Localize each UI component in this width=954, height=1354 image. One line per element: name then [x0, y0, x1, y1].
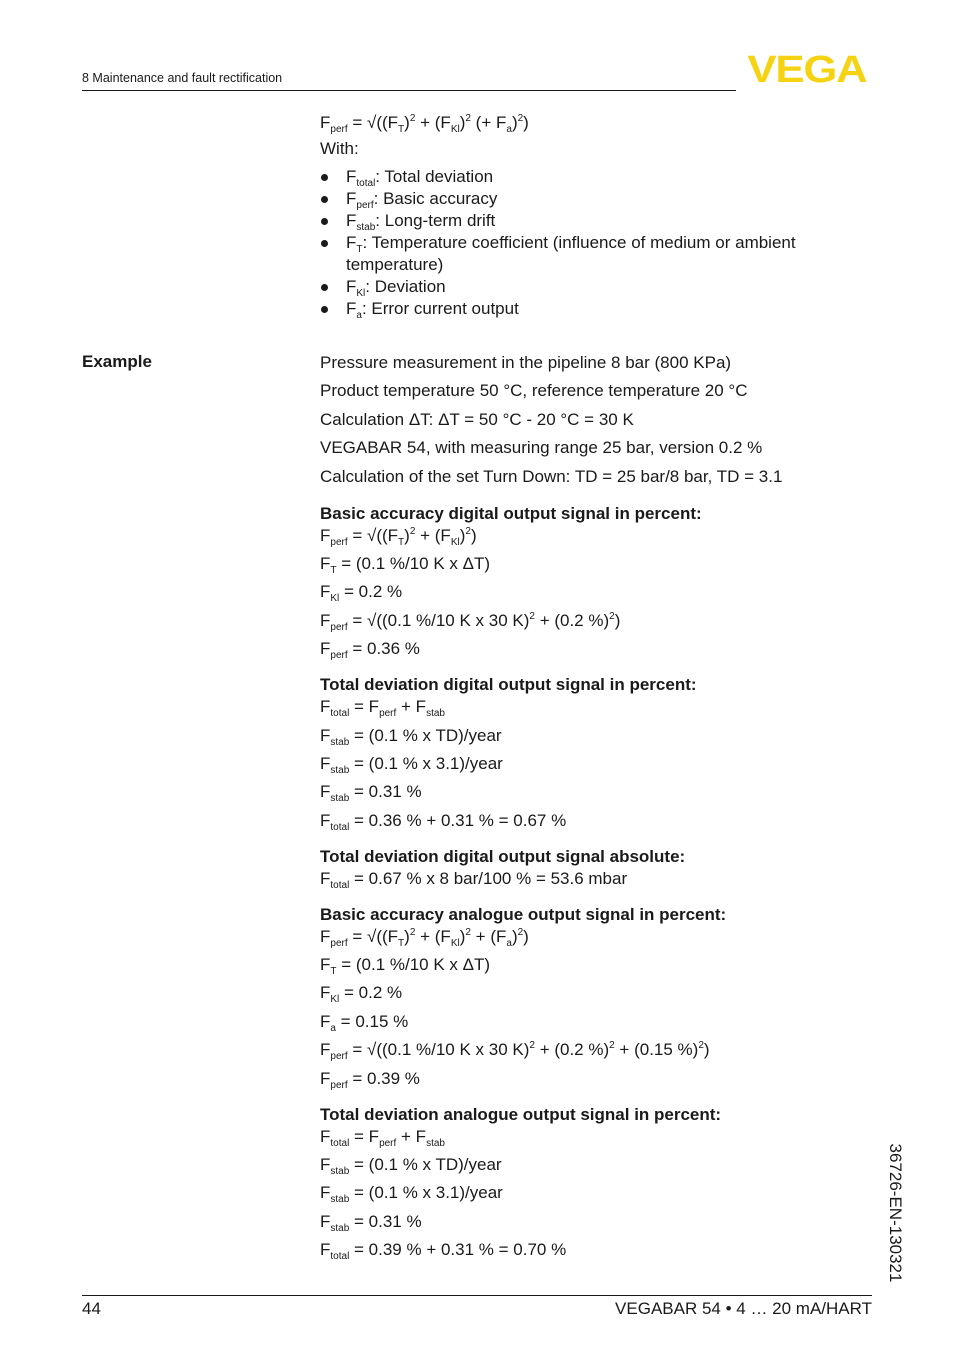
vega-logo-text: VEGA — [747, 50, 867, 86]
example-intro-line: Calculation ΔT: ΔT = 50 °C - 20 °C = 30 K — [320, 409, 634, 429]
calculation-line: $F_{total} = 0.67$ % x 8 bar/100 % = 53.6 mbar — [320, 868, 628, 891]
calculation-line: $F_{total} = 0.36$ % + 0.31 % = 0.67 % — [320, 810, 567, 833]
definition-list — [320, 166, 850, 320]
calculation-line: $F_{perf} = √((0.1$ %/10 K x 30 K)$^2$ + (0.2 %)$^2$) — [320, 610, 621, 633]
calculation-heading: Total deviation analogue output signal in percent: — [320, 1104, 722, 1124]
calculation-line: $F_{stab} = 0.31$ % — [320, 782, 422, 805]
calculation-line: $F_{perf} = √((F_T)^2 + (F_{Kl})^2 + (F_a)^2)$ — [320, 926, 529, 949]
calculation-line: $F_a = 0.15$ % — [320, 1011, 409, 1034]
footer-rule — [82, 1295, 872, 1296]
definition-item: $F_{stab}$: Long-term drift — [320, 210, 850, 232]
calculation-line: $F_{stab} = (0.1$ % x TD)/year — [320, 725, 502, 748]
calculation-heading: Basic accuracy analogue output signal in percent: — [320, 904, 727, 924]
definition-item: $F_{perf}$: Basic accuracy — [320, 188, 850, 210]
header-rule — [82, 90, 736, 91]
vega-logo — [742, 50, 872, 86]
calculation-heading: Basic accuracy digital output signal in percent: — [320, 503, 702, 523]
calculation-line: $F_{Kl} = 0.2$ % — [320, 582, 403, 605]
calculation-line: $F_{stab} = (0.1$ % x TD)/year — [320, 1155, 502, 1178]
calculation-line: $F_{total} = F_{perf} + F_{stab}$ — [320, 1126, 445, 1149]
formula-block — [320, 112, 850, 320]
calculation-line: $F_{stab} = (0.1$ % x 3.1)/year — [320, 753, 503, 776]
calculation-line: $F_{stab} = 0.31$ % — [320, 1211, 422, 1234]
calculation-line: $F_T = (0.1$ %/10 K x ΔT) — [320, 955, 491, 978]
example-intro-line: Pressure measurement in the pipeline 8 bar (800 KPa) — [320, 353, 732, 372]
calculation-heading: Total deviation digital output signal in percent: — [320, 675, 697, 695]
running-header: 8 Maintenance and fault rectification — [82, 71, 283, 85]
example-intro-line: Calculation of the set Turn Down: TD = 25 bar/8 bar, TD = 3.1 — [320, 466, 783, 486]
calculation-line: $F_{stab} = (0.1$ % x 3.1)/year — [320, 1183, 503, 1206]
document-code-text: 36726-EN-130321 — [886, 1143, 905, 1283]
calculation-heading: Total deviation digital output signal absolute: — [320, 846, 686, 866]
performance-formula: $F_{perf} = √((F_T)^2 + (F_{Kl})^2$ (+ $F_a)^2$) — [320, 113, 529, 135]
example-intro-line: Product temperature 50 °C, reference temperature 20 °C — [320, 381, 748, 401]
page-number: 44 — [82, 1299, 101, 1318]
calculation-line: $F_T = (0.1$ %/10 K x ΔT) — [320, 553, 491, 576]
definition-item: $F_{total}$: Total deviation — [320, 166, 850, 188]
definition-item: $F_T$: Temperature coefficient (influence of medium or ambient temperature) — [320, 232, 850, 276]
calculation-line: $F_{total} = 0.39$ % + 0.31 % = 0.70 % — [320, 1240, 567, 1263]
calculation-line: $F_{perf} = √((0.1$ %/10 K x 30 K)$^2$ + (0.2 %)$^2$ + (0.15 %)$^2$) — [320, 1040, 710, 1063]
example-intro-line: VEGABAR 54, with measuring range 25 bar, version 0.2 % — [320, 438, 763, 458]
calculation-line: $F_{perf} = √((F_T)^2 + (F_{Kl})^2)$ — [320, 525, 477, 548]
footer-doc-title: VEGABAR 54 • 4 … 20 mA/HART — [615, 1299, 872, 1318]
calculation-line: $F_{total} = F_{perf} + F_{stab}$ — [320, 697, 445, 720]
calculation-line: $F_{perf} = 0.39$ % — [320, 1068, 420, 1091]
example-block — [320, 352, 860, 1261]
definition-item: $F_a$: Error current output — [320, 298, 850, 320]
definition-item: $F_{Kl}$: Deviation — [320, 276, 850, 298]
example-label: Example — [82, 352, 152, 371]
calculation-line: $F_{perf} = 0.36$ % — [320, 639, 420, 662]
with-label: With: — [320, 139, 359, 158]
document-code — [886, 1138, 904, 1288]
calculation-line: $F_{Kl} = 0.2$ % — [320, 983, 403, 1006]
